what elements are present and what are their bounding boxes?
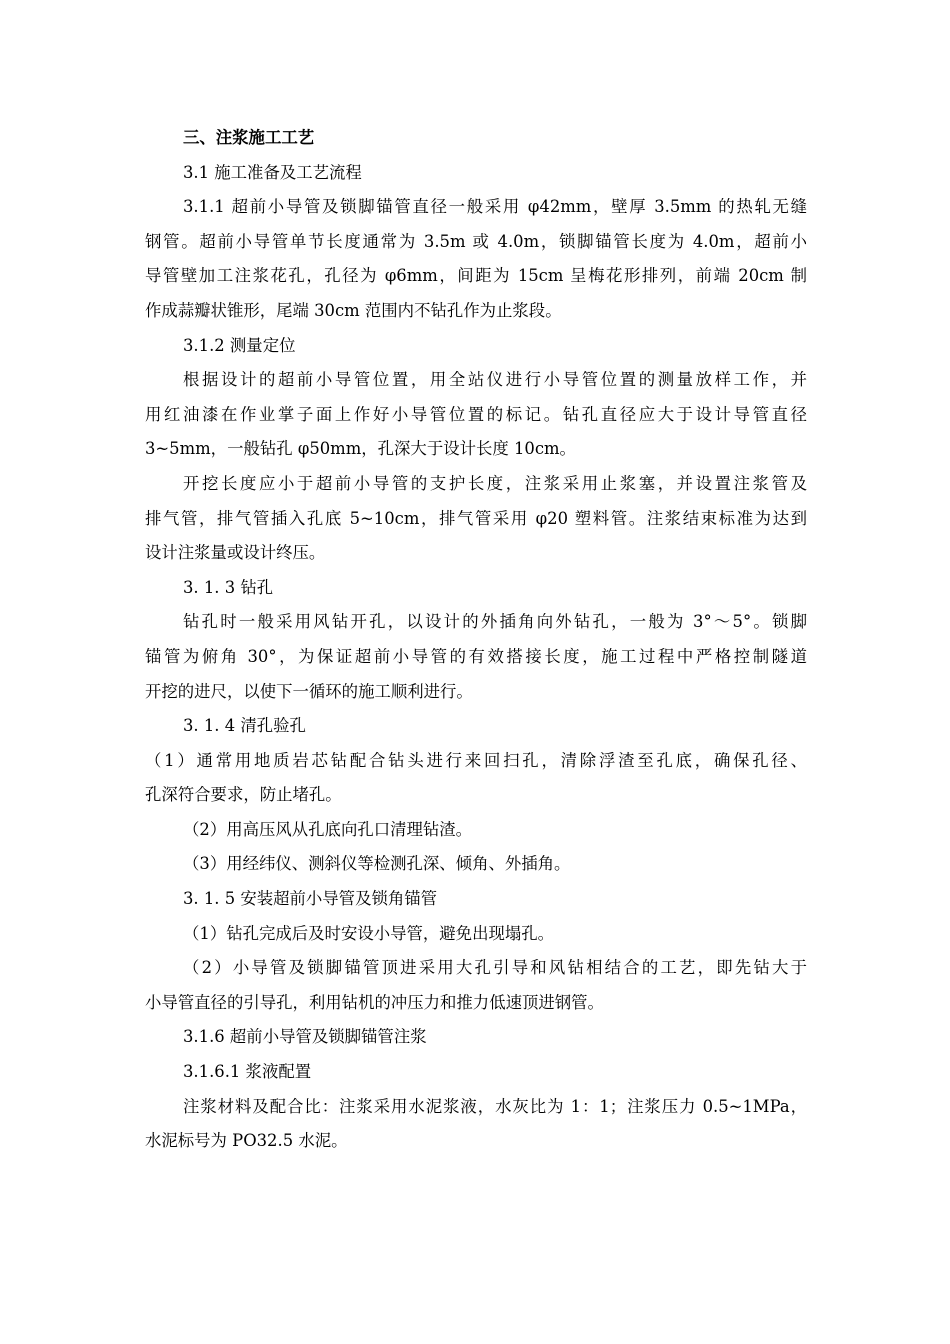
document-page — [145, 121, 807, 1159]
paragraph-line: 根据设计的超前小导管位置，用全站仪进行小导管位置的测量放样工作，并 — [183, 370, 807, 390]
paragraph-line: 锚管为俯角 30°，为保证超前小导管的有效搭接长度，施工过程中严格控制隧道 — [145, 646, 807, 666]
paragraph-line: 开挖长度应小于超前小导管的支护长度，注浆采用止浆塞，并设置注浆管及 — [183, 473, 807, 493]
paragraph-line: 导管壁加工注浆花孔，孔径为 φ6mm，间距为 15cm 呈梅花形排列，前端 20cm 制 — [145, 266, 807, 286]
section-title: 三、注浆施工工艺 — [183, 128, 315, 147]
paragraph-line: 排气管，排气管插入孔底 5~10cm，排气管采用 φ20 塑料管。注浆结束标准为达到 — [145, 508, 807, 528]
paragraph-line: 注浆材料及配合比：注浆采用水泥浆液，水灰比为 1：1；注浆压力 0.5~1MPa， — [183, 1096, 807, 1116]
subheading-3-1-6-1: 3.1.6.1 浆液配置 — [183, 1062, 312, 1082]
list-item: （3）用经纬仪、测斜仪等检测孔深、倾角、外插角。 — [183, 854, 571, 874]
list-item: （1）钻孔完成后及时安设小导管，避免出现塌孔。 — [183, 923, 555, 943]
paragraph-line: 开挖的进尺，以使下一循环的施工顺利进行。 — [145, 681, 473, 701]
paragraph-line: 用红油漆在作业掌子面上作好小导管位置的标记。钻孔直径应大于设计导管直径 — [145, 404, 807, 424]
paragraph-line: 钻孔时一般采用风钻开孔，以设计的外插角向外钻孔，一般为 3°～5°。锁脚 — [183, 612, 807, 632]
subheading-3-1-3: 3. 1. 3 钻孔 — [183, 577, 274, 597]
list-item-line: 孔深符合要求，防止堵孔。 — [145, 785, 342, 805]
paragraph-line: 作成蒜瓣状锥形，尾端 30cm 范围内不钻孔作为止浆段。 — [145, 300, 562, 320]
paragraph-line: 钢管。超前小导管单节长度通常为 3.5m 或 4.0m，锁脚锚管长度为 4.0m，超前小 — [145, 231, 807, 251]
subheading-3-1-6: 3.1.6 超前小导管及锁脚锚管注浆 — [183, 1027, 427, 1047]
subheading-3-1: 3.1 施工准备及工艺流程 — [183, 162, 362, 182]
list-item-line: 小导管直径的引导孔，利用钻机的冲压力和推力低速顶进钢管。 — [145, 992, 604, 1012]
list-item: （2）用高压风从孔底向孔口清理钻渣。 — [183, 819, 473, 839]
paragraph-line: 3.1.1 超前小导管及锁脚锚管直径一般采用 φ42mm，壁厚 3.5mm 的热轧无缝 — [183, 197, 807, 217]
list-item-line: （2）小导管及锁脚锚管顶进采用大孔引导和风钻相结合的工艺，即先钻大于 — [183, 958, 807, 978]
paragraph-line: 水泥标号为 PO32.5 水泥。 — [145, 1131, 348, 1151]
subheading-3-1-5: 3. 1. 5 安装超前小导管及锁角锚管 — [183, 889, 438, 909]
subheading-3-1-2: 3.1.2 测量定位 — [183, 335, 296, 355]
subheading-3-1-4: 3. 1. 4 清孔验孔 — [183, 716, 306, 736]
paragraph-line: 设计注浆量或设计终压。 — [145, 543, 326, 563]
paragraph-line: 3~5mm，一般钻孔 φ50mm，孔深大于设计长度 10cm。 — [145, 439, 576, 459]
list-item-line: （1）通常用地质岩芯钻配合钻头进行来回扫孔，清除浮渣至孔底，确保孔径、 — [145, 750, 807, 770]
